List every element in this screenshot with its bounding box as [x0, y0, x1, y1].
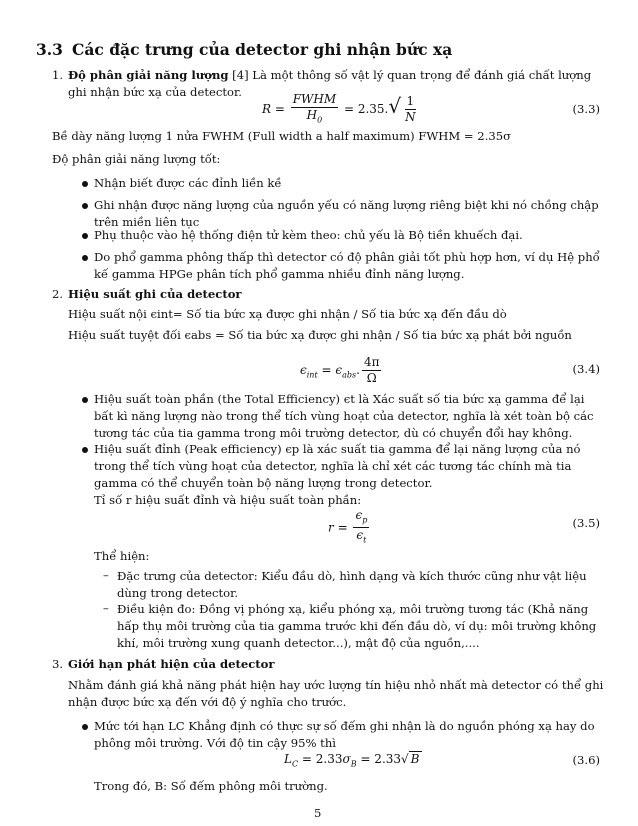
- section-title: Các đặc trưng của detector ghi nhận bức xạ: [72, 40, 453, 59]
- item3-text: Nhằm đánh giá khả năng phát hiện hay ước lượng tín hiệu nhỏ nhất mà detector có thể ghi nhận được bức xạ đến với độ ý nghĩa cho trước.: [68, 678, 604, 709]
- item3-note: Trong đó, B: Số đếm phông môi trường.: [94, 779, 328, 793]
- item1-bullet-3: Phụ thuộc vào hệ thống điện tử kèm theo: chủ yếu là Bộ tiền khuếch đại.: [94, 228, 523, 242]
- good-resolution-label: Độ phân giải năng lượng tốt:: [52, 152, 221, 166]
- equation-3-4: $\epsilon_{int} = \epsilon_{abs}$. $\frac{4\pi}{\Omega}$: [300, 355, 380, 385]
- dash-marker: –: [103, 601, 109, 615]
- bullet-dot: [82, 255, 88, 261]
- bullet-dot: [82, 397, 88, 403]
- equation-3-3: R = $\frac{\text{FWHM}}{H_0}$ = 2.35.√ $\frac{1}{N}$: [262, 92, 416, 125]
- item3-marker: 3.: [52, 657, 64, 671]
- bullet-dot: [82, 724, 88, 730]
- bullet-dot: [82, 233, 88, 239]
- section-number: 3.3: [36, 40, 63, 59]
- bullet-dot: [82, 203, 88, 209]
- eq-number-3-3: (3.3): [572, 102, 600, 116]
- item2-bullet-1: Hiệu suất toàn phần (the Total Efficiency) ϵt là Xác suất số tia bức xạ gamma để lại bất kì năng lượng nào trong thể tích vùng hoạt của detector, nghĩa là xét toàn bộ các tương tác của tia gamma trong môi trường detector, dù có chuyển đổi hay không.: [94, 392, 594, 440]
- item3-title: Giới hạn phát hiện của detector: [68, 657, 275, 671]
- ratio-label: Tỉ số r hiệu suất đỉnh và hiệu suất toàn phần:: [94, 493, 362, 507]
- item2-dash-1: Đặc trưng của detector: Kiểu đầu dò, hình dạng và kích thước cũng như vật liệu dùng trong detector.: [117, 569, 587, 600]
- section-heading: [36, 40, 452, 59]
- item3-bullet: Mức tới hạn LC Khẳng định có thực sự số đếm ghi nhận là do nguồn phóng xạ hay do phông môi trường. Với độ tin cậy 95% thì: [94, 719, 595, 750]
- item1-bullet-4: Do phổ gamma phông thấp thì detector có độ phân giải tốt phù hợp hơn, ví dụ Hệ phổ kế gamma HPGe phân tích phổ gamma nhiều đỉnh năng lượng.: [94, 250, 600, 281]
- item1-title: Độ phân giải năng lượng: [68, 68, 229, 82]
- item2-line2: Hiệu suất tuyệt đối ϵabs = Số tia bức xạ được ghi nhận / Số tia bức xạ phát bởi nguồn: [68, 328, 572, 342]
- eq-number-3-5: (3.5): [572, 516, 600, 530]
- shows-label: Thể hiện:: [94, 549, 150, 563]
- item1-bullet-2: Ghi nhận được năng lượng của nguồn yếu có năng lượng riêng biệt khi nó chồng chập trên miền liên tục: [94, 198, 599, 229]
- item2-title: Hiệu suất ghi của detector: [68, 287, 242, 301]
- item2-bullet-2: Hiệu suất đỉnh (Peak efficiency) ϵp là xác suất tia gamma để lại năng lượng của nó trong thể tích vùng hoạt của detector, nghĩa là chỉ xét các tương tác chính mà tia gamma có thể chuyển toàn bộ năng lượng trong detector.: [94, 442, 581, 490]
- equation-3-5: r = $\frac{\epsilon_p}{\epsilon_t}$: [328, 508, 368, 545]
- eq-number-3-6: (3.6): [572, 753, 600, 767]
- item2-dash-2: Điều kiện đo: Đồng vị phóng xạ, kiểu phóng xạ, môi trường tương tác (Khả năng hấp thụ môi trường của tia gamma trước khi đến đầu dò, ví dụ: môi trường không khí, môi trường xung quanh detector...), mật độ của nguồn,....: [117, 602, 597, 650]
- page-number: 5: [314, 806, 322, 820]
- item1-text: [4] Là một thông số vật lý quan trọng để đánh giá chất lượng ghi nhận bức xạ của detector.: [68, 68, 592, 99]
- item2-marker: 2.: [52, 287, 64, 301]
- bullet-dot: [82, 181, 88, 187]
- dash-marker: –: [103, 568, 109, 582]
- item1-bullet-1: Nhận biết được các đỉnh liền kề: [94, 176, 282, 190]
- item1-marker: 1.: [52, 68, 64, 82]
- fwhm-line: Bề dày năng lượng 1 nửa FWHM (Full width a half maximum) FWHM = 2.35σ: [52, 129, 512, 143]
- bullet-dot: [82, 447, 88, 453]
- item2-line1: Hiệu suất nội ϵint= Số tia bức xạ được ghi nhận / Số tia bức xạ đến đầu dò: [68, 307, 507, 321]
- equation-3-6: $L_C = 2.33\sigma_B = 2.33√$ B: [284, 752, 420, 769]
- eq-number-3-4: (3.4): [572, 362, 600, 376]
